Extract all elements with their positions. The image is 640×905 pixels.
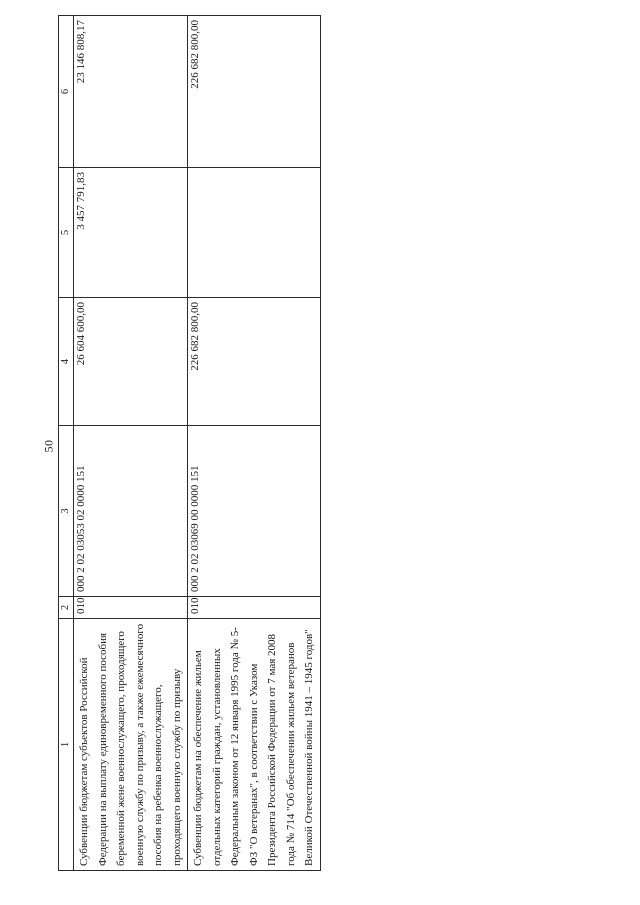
row-col5-cell: 3 457 791,83 bbox=[74, 168, 188, 298]
budget-table bbox=[58, 15, 321, 871]
table-row bbox=[188, 16, 321, 871]
column-header: 5 bbox=[59, 168, 74, 298]
table-header-row bbox=[59, 16, 74, 871]
table-row bbox=[74, 16, 188, 871]
row-code-cell: 010 bbox=[188, 597, 321, 619]
row-col6-cell: 226 682 800,00 bbox=[188, 16, 321, 168]
row-kbk-cell: 000 2 02 03069 00 0000 151 bbox=[188, 426, 321, 597]
row-kbk-cell: 000 2 02 03053 02 0000 151 bbox=[74, 426, 188, 597]
column-header: 6 bbox=[59, 16, 74, 168]
column-header: 4 bbox=[59, 298, 74, 426]
column-header: 3 bbox=[59, 426, 74, 597]
row-col6-cell: 23 146 808,17 bbox=[74, 16, 188, 168]
row-col4-cell: 226 682 800,00 bbox=[188, 298, 321, 426]
row-name-cell: Субвенции бюджетам на обеспечение жильем отдельных категорий граждан, установленных Федеральным законом от 12 января 1995 года № 5-ФЗ "О ветеранах", в соответствии с Указом Президента Российской Федерации от 7 мая 2008 года № 714 "Об обеспечении жильем ветеранов Великой Отечественной войны 1941 – 1945 годов" bbox=[188, 619, 321, 871]
row-code-cell: 010 bbox=[74, 597, 188, 619]
rotated-table-container bbox=[58, 16, 315, 871]
row-col5-cell bbox=[188, 168, 321, 298]
row-col4-cell: 26 604 600,00 bbox=[74, 298, 188, 426]
page-number: 50 bbox=[41, 439, 56, 453]
row-name-cell: Субвенции бюджетам субъектов Российской Федерации на выплату единовременного пособия беременной жене военнослужащего, проходящего военную службу по призыву, а также ежемесячного пособия на ребенка военнослужащего, проходящего военную службу по призыву bbox=[74, 619, 188, 871]
column-header: 1 bbox=[59, 619, 74, 871]
column-header: 2 bbox=[59, 597, 74, 619]
